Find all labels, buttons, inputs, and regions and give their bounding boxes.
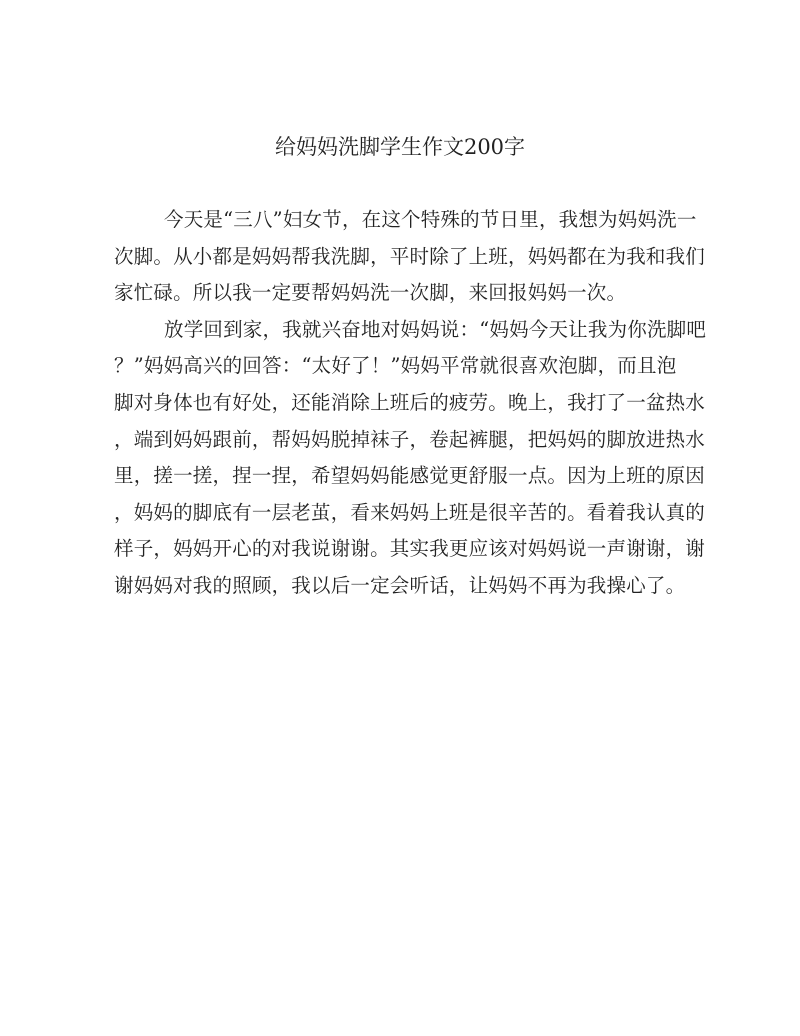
paragraph-2-line-8: 谢妈妈对我的照顾，我以后一定会听话，让妈妈不再为我操心了。 xyxy=(114,573,686,597)
document-body xyxy=(114,202,707,605)
paragraph-2-line-6: ，妈妈的脚底有一层老茧，看来妈妈上班是很辛苦的。看着我认真的 xyxy=(114,500,706,524)
paragraph-2-line-3: 脚对身体也有好处，还能消除上班后的疲劳。晚上，我打了一盆热水 xyxy=(114,390,706,414)
paragraph-1-line-2: 次脚。从小都是妈妈帮我洗脚，平时除了上班，妈妈都在为我和我们 xyxy=(114,244,706,268)
paragraph-1-line-3: 家忙碌。所以我一定要帮妈妈洗一次脚，来回报妈妈一次。 xyxy=(114,281,627,305)
paragraph-2-line-7: 样子，妈妈开心的对我说谢谢。其实我更应该对妈妈说一声谢谢，谢 xyxy=(114,537,706,561)
paragraph-2-line-5: 里，搓一搓，捏一捏，希望妈妈能感觉更舒服一点。因为上班的原因 xyxy=(114,464,706,488)
paragraph-2-line-1: 放学回到家，我就兴奋地对妈妈说：“妈妈今天让我为你洗脚吧 xyxy=(164,317,707,341)
document-title: 给妈妈洗脚学生作文200字 xyxy=(274,135,526,159)
paragraph-1-line-1: 今天是“三八”妇女节，在这个特殊的节日里，我想为妈妈洗一 xyxy=(164,208,697,231)
paragraph-2-line-2: ？”妈妈高兴的回答：“太好了！”妈妈平常就很喜欢泡脚，而且泡 xyxy=(114,354,677,378)
paragraph-2-line-4: ，端到妈妈跟前，帮妈妈脱掉袜子，卷起裤腿，把妈妈的脚放进热水 xyxy=(114,427,706,451)
